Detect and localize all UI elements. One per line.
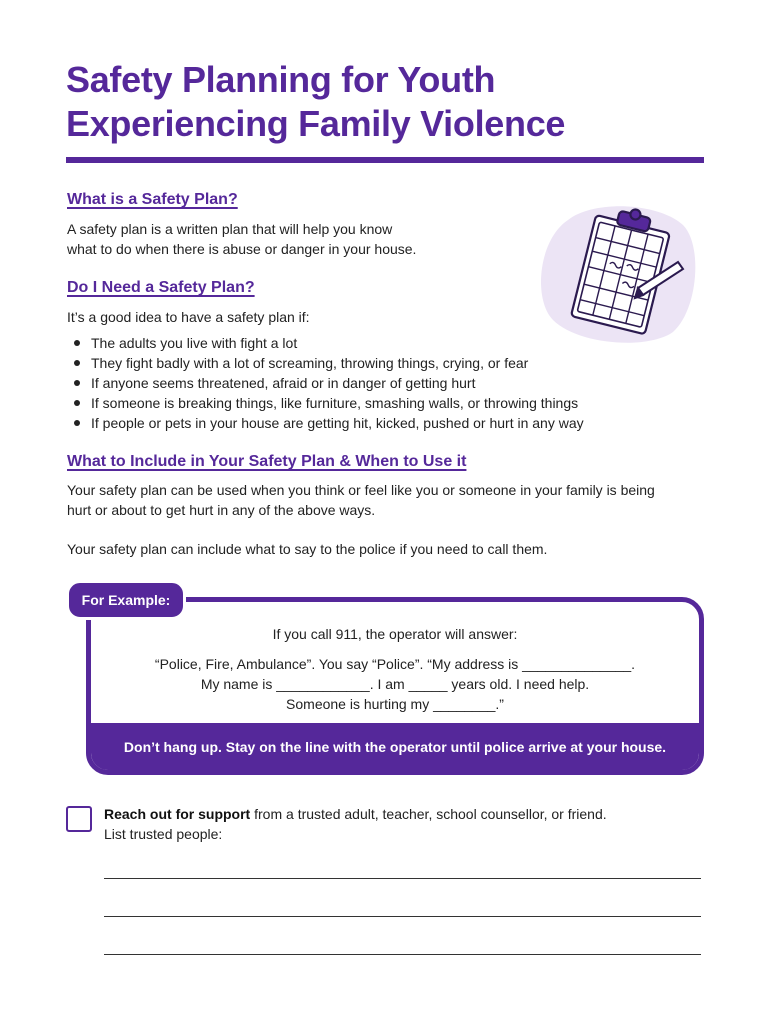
title-divider [66, 157, 704, 163]
example-line-4: Someone is hurting my ________.” [286, 696, 504, 712]
trusted-person-line-2[interactable] [104, 916, 701, 917]
clipboard-with-pencil-icon [538, 200, 698, 345]
title-line-2: Experiencing Family Violence [66, 103, 566, 144]
example-line-1: If you call 911, the operator will answer: [272, 626, 518, 642]
include-line-1: Your safety plan can be used when you think or feel like you or someone in your family is being [67, 482, 655, 498]
example-footer-banner: Don’t hang up. Stay on the line with the operator until police arrive at your house. [91, 723, 699, 770]
example-tab-label: For Example: [66, 580, 186, 620]
what-is-line-2: what to do when there is abuse or danger in your house. [67, 241, 417, 257]
what-to-include-paragraph-1 [67, 480, 655, 520]
list-item: The adults you live with fight a lot [74, 333, 584, 353]
example-line-2: “Police, Fire, Ambulance”. You say “Police”. “My address is ______________. [154, 656, 636, 672]
list-item: If someone is breaking things, like furniture, smashing walls, or throwing things [74, 393, 584, 413]
support-instruction [104, 804, 607, 844]
title-line-1: Safety Planning for Youth [66, 59, 496, 100]
checkbox-icon[interactable] [66, 806, 92, 832]
example-line-3: My name is ____________. I am _____ years old. I need help. [200, 676, 590, 692]
trusted-person-line-3[interactable] [104, 954, 701, 955]
what-is-paragraph [67, 219, 416, 259]
support-bold: Reach out for support [104, 806, 251, 822]
do-i-need-intro: It’s a good idea to have a safety plan if: [67, 309, 310, 325]
include-line-2: hurt or about to get hurt in any of the above ways. [67, 502, 376, 518]
heading-what-to-include: What to Include in Your Safety Plan & When to Use it [67, 453, 467, 470]
page-title [66, 58, 706, 146]
what-is-line-1: A safety plan is a written plan that will help you know [67, 221, 393, 237]
trusted-person-line-1[interactable] [104, 878, 701, 879]
what-to-include-paragraph-2: Your safety plan can include what to say to the police if you need to call them. [67, 541, 548, 557]
criteria-list [74, 333, 584, 433]
heading-what-is-safety-plan: What is a Safety Plan? [67, 191, 238, 208]
list-item: If anyone seems threatened, afraid or in danger of getting hurt [74, 373, 584, 393]
example-script [91, 624, 699, 714]
example-callout [86, 597, 704, 775]
support-line-2: List trusted people: [104, 826, 223, 842]
heading-do-i-need: Do I Need a Safety Plan? [67, 279, 255, 296]
list-item: If people or pets in your house are getting hit, kicked, pushed or hurt in any way [74, 413, 584, 433]
support-rest: from a trusted adult, teacher, school counsellor, or friend. [250, 806, 607, 822]
list-item: They fight badly with a lot of screaming, throwing things, crying, or fear [74, 353, 584, 373]
